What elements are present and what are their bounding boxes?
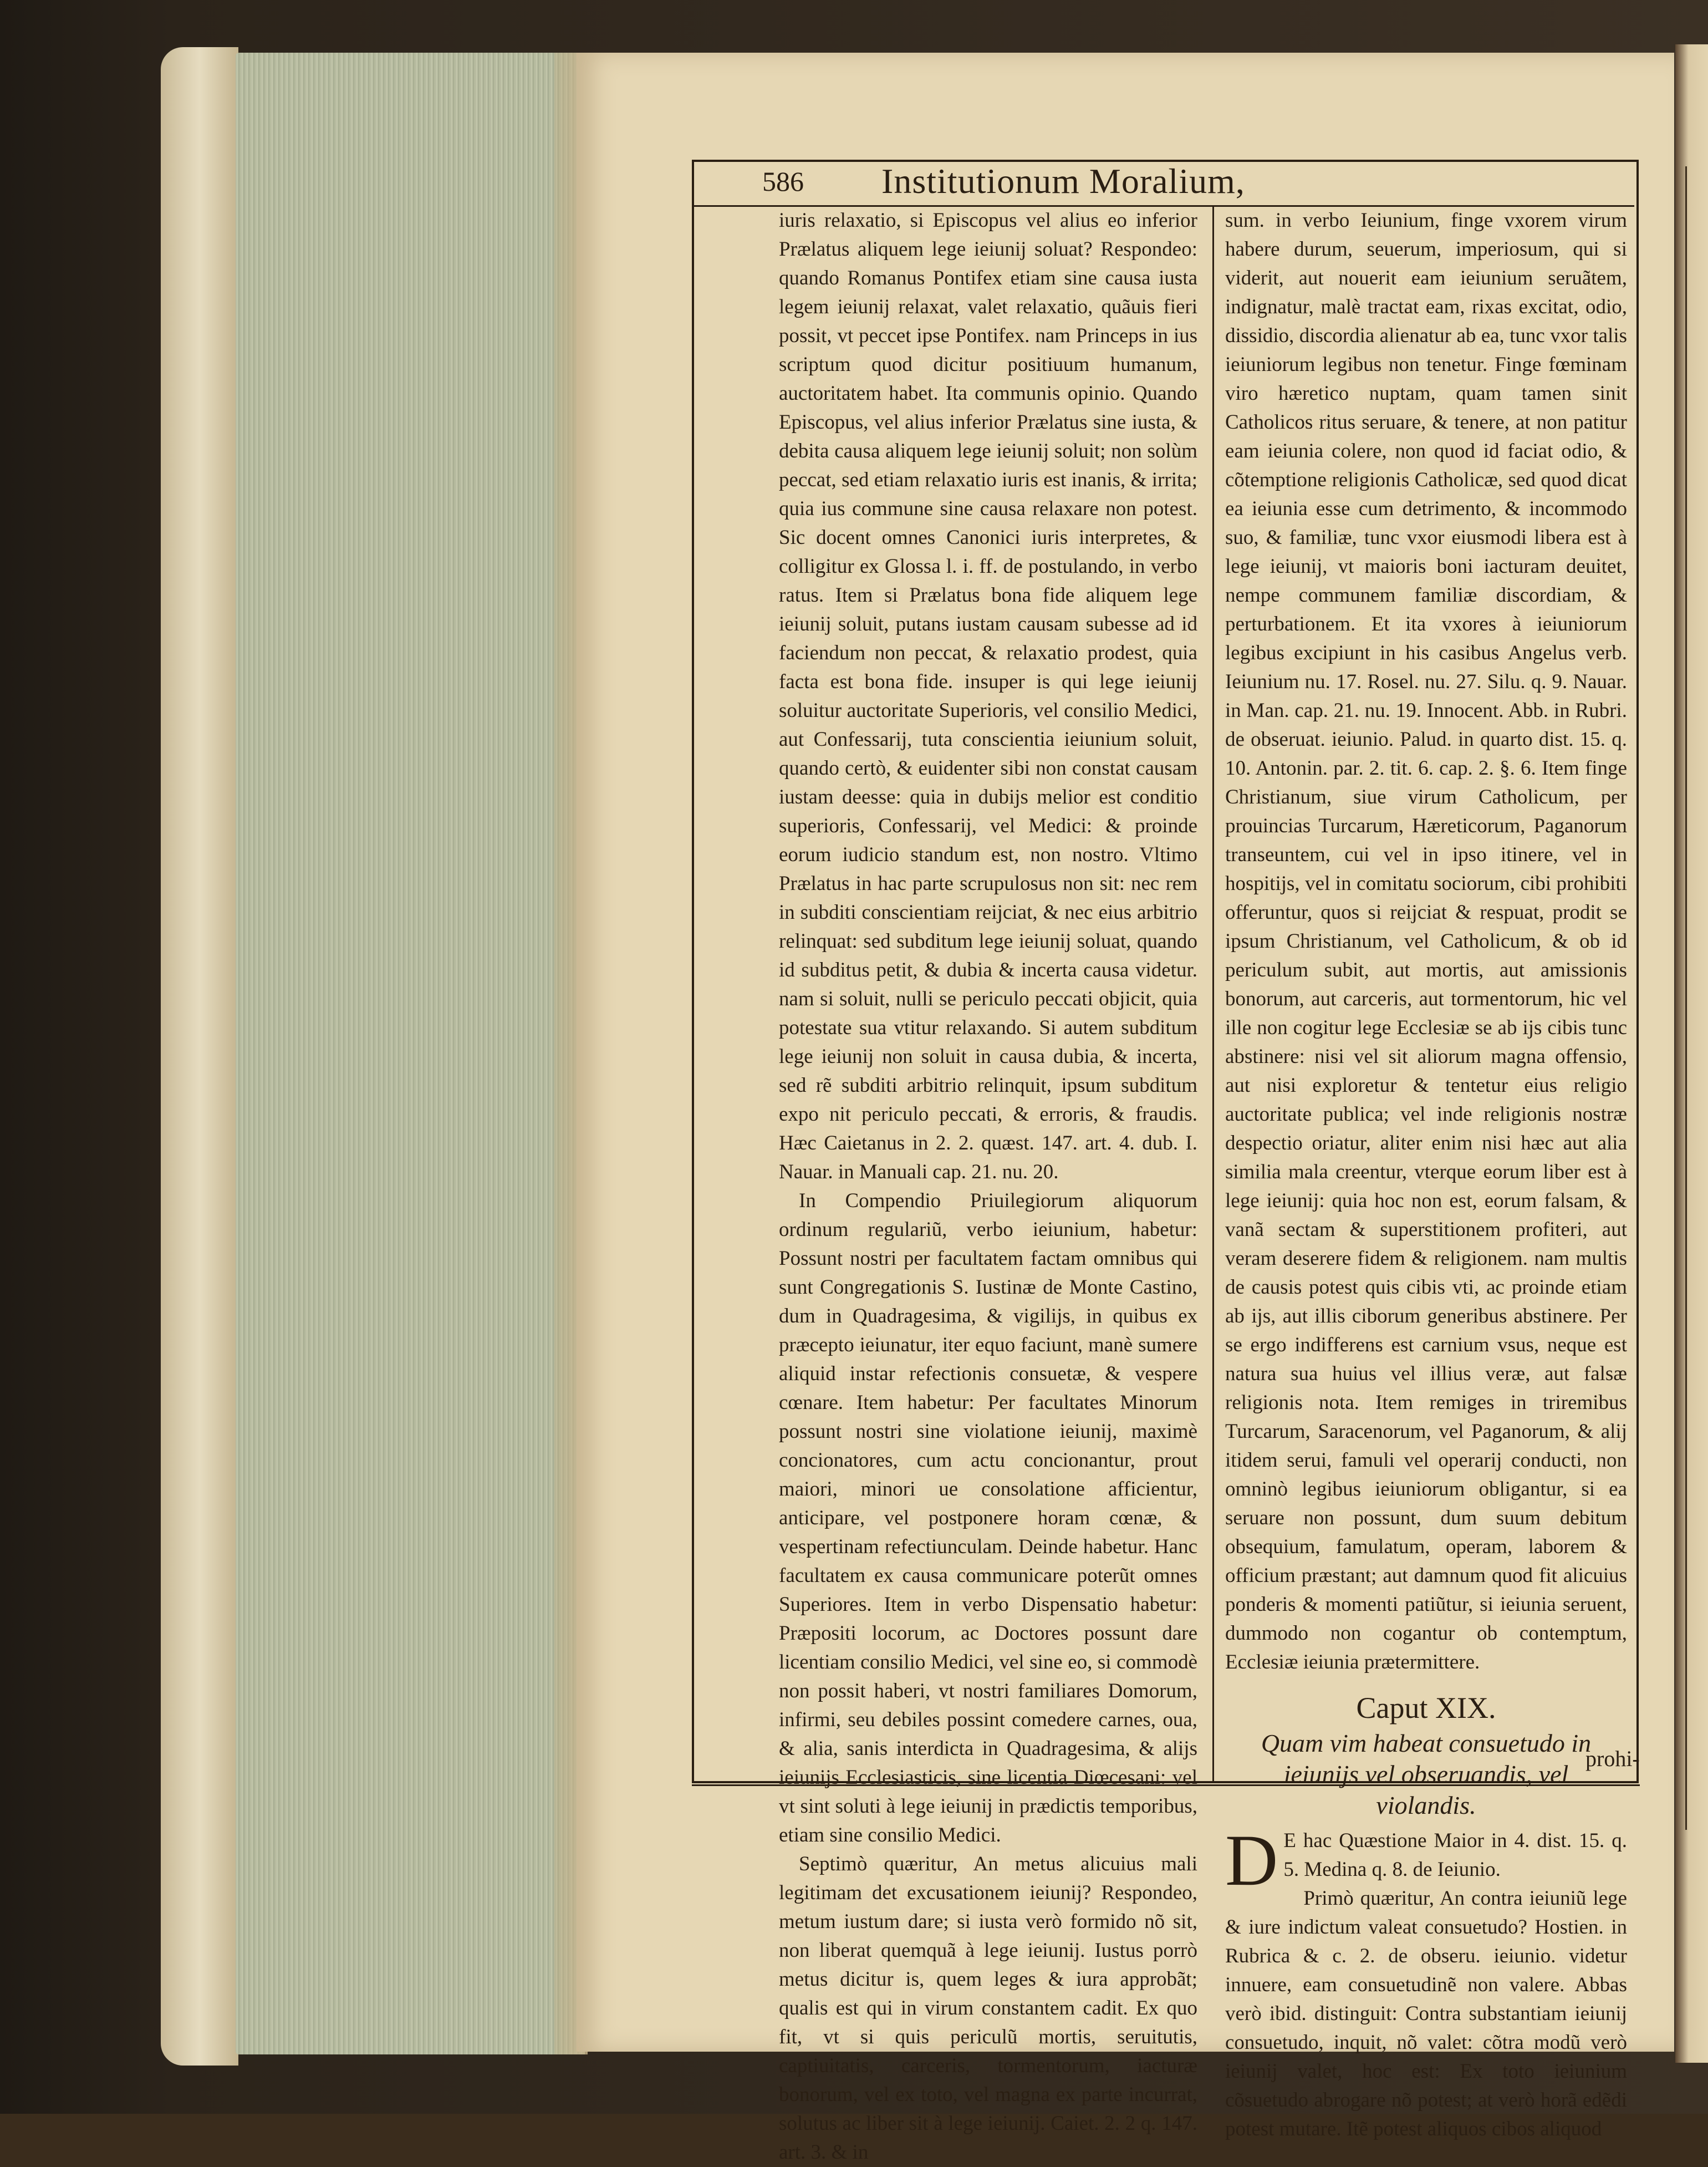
right-column bbox=[1225, 206, 1627, 2144]
page-edges bbox=[236, 53, 585, 2054]
paragraph: iuris relaxatio, si Episcopus vel alius eo inferior Prælatus aliquem lege ieiunij soluat? Respondeo: quando Romanus Pontifex etiam sine causa iusta legem ieiunij relaxat, valet relaxatio, quãuis fieri possit, vt peccet ipse Pontifex. nam Princeps in ius scriptum quod dicitur positiuum humanum, auctoritatem habet. Ita communis opinio. Quando Episcopus, vel alius inferior Prælatus sine iusta, & debita causa aliquem lege ieiunij soluit; non solùm peccat, sed etiam relaxatio iuris est inanis, & irrita; quia ius commune sine causa relaxare non potest. Sic docent omnes Canonici iuris interpretes, & colligitur ex Glossa l. i. ff. de postulando, in verbo ratus. Item si Prælatus bona fide aliquem lege ieiunij soluit, putans iustam causam subesse ad id faciendum non peccat, & relaxatio prodest, quia facta est bona fide. insuper is qui lege ieiunij soluitur auctoritate Superioris, vel consilio Medici, aut Confessarij, tuta conscientia ieiunium soluit, quando certò, & euidenter sibi non constat causam iustam deesse: quia in dubijs melior est conditio superioris, Confessarij, vel Medici: & proinde eorum iudicio standum est, non nostro. Vltimo Prælatus in hac parte scrupulosus non sit: nec rem in subditi conscientiam reijciat, & nec eius arbitrio relinquat: sed subditum lege ieiunij soluat, quando id subditus petit, & dubia & incerta causa videtur. nam si soluit, nulli se periculo peccati objicit, quia potestate sua vtitur relaxando. Si autem subditum lege ieiunij non soluit in causa dubia, & incerta, sed rẽ subditi arbitrio relinquit, ipsum subditum expo nit periculo peccati, & erroris, & fraudis. Hæc Caietanus in 2. 2. quæst. 147. art. 4. dub. I. Nauar. in Manuali cap. 21. nu. 20. bbox=[779, 209, 1197, 1183]
drop-capital: D bbox=[1225, 1819, 1278, 1901]
paragraph: Septimò quæritur, An metus alicuius mali legitimam det excusationem ieiunij? Respondeo, metum iustum dare; si iusta verò formido nõ sit, non liberat quemquã à lege ieiunij. Iustus porrò metus dicitur is, quem leges & iura approbãt; qualis est qui in virum constantem cadit. Ex quo fit, vt si quis periculũ mortis, seruitutis, captiuitatis, carceris, tormentorum, iacturæ bonorum, vel ex toto, vel magna ex parte incurrat, solutus ac liber sit à lege ieiunij. Caiet. 2. 2 q. 147. art. 3. & in bbox=[779, 1853, 1197, 2164]
chapter-subtitle: Quam vim habeat consuetudo in ieiunijs vel obseruandis, vel violandis. bbox=[1261, 1729, 1592, 1819]
book-binding bbox=[161, 47, 238, 2066]
page-number: 586 bbox=[762, 166, 804, 197]
chapter-title: Caput XIX. bbox=[1356, 1691, 1496, 1725]
paragraph: In Compendio Priuilegiorum aliquorum ordinum regulariũ, verbo ieiunium, habetur: Possunt nostri per facultatem factam omnibus qui sunt Congregationis S. Iustinæ de Monte Castino, dum in Quadragesima, & vigilijs, in quibus ex præcepto ieiunatur, iter equo faciunt, manè sumere aliquid instar refectionis consuetæ, & vespere cœnare. Item habetur: Per facultates Minorum possunt nostri sine violatione ieiunij, maximè concionatores, cum actu concionantur, prout maiori, minori ue consolatione afficientur, anticipare, vel postponere horam cœnæ, & vespertinam refectiunculam. Deinde habetur. Hanc facultatem ex causa communicare poterũt omnes Superiores. Item in verbo Dispensatio habetur: Præpositi locorum, ac Doctores possunt dare licentiam consilio Medici, vel sine eo, si commodè non possit haberi, vt nostri familiares Domorum, infirmi, seu debiles possint comedere carnes, oua, & alia, sanis interdicta in Quadragesima, & alijs ieiunijs Ecclesiasticis, sine licentia Diœcesani: vel vt sint soluti à lege ieiunij in prædictis temporibus, etiam sine consilio Medici. bbox=[779, 1189, 1197, 1846]
facing-page-rule bbox=[1685, 166, 1687, 1830]
running-title: Institutionum Moralium, bbox=[881, 161, 1245, 201]
facing-page-edge bbox=[1675, 44, 1708, 2063]
paragraph: Primò quæritur, An contra ieiuniũ lege & iure indictum valeat consuetudo? Hostien. in Rubrica & c. 2. de obseru. ieiunio. videtur innuere, eam consuetudinẽ non valere. Abbas verò ibid. distinguit: Contra substantiam ieiunij consuetudo, inquit, nõ valet: cõtra modũ verò ieiunij valet, hoc est: Ex toto ieiunium cõsuetudo abrogare nõ potest; at verò horã edẽdi potest mutare. Itẽ potest aliquos cibos aliquod bbox=[1225, 1887, 1627, 2140]
chapter-opening-paragraph bbox=[1225, 1819, 1627, 1901]
left-column bbox=[779, 206, 1197, 2167]
column-divider bbox=[1212, 206, 1214, 1781]
chapter-opening-text: E hac Quæstione Maior in 4. dist. 15. q. 5. Medina q. 8. de Ieiunio. bbox=[1283, 1829, 1627, 1881]
catchword: prohi- bbox=[1585, 1746, 1640, 1771]
paragraph: sum. in verbo Ieiunium, finge vxorem virum habere durum, seuerum, imperiosum, qui si viderit, aut nouerit eam ieiunium seruãtem, indignatur, malè tractat eam, rixas excitat, odio, dissidio, discordia alienatur ab ea, tunc vxor talis ieiuniorum legibus non tenetur. Finge fœminam viro hæretico nuptam, quam tamen sinit Catholicos ritus seruare, & tenere, at non patitur eam ieiunia colere, non quod id faciat odio, & cõtemptione religionis Catholicæ, sed quod dicat ea ieiunia esse cum detrimento, & incommodo suo, & familiæ, tunc vxor eiusmodi libera est à lege ieiunij, vt maioris boni iacturam deuitet, nempe communem familiæ discordiam, & perturbationem. Et ita vxores à ieiuniorum legibus excipiunt in his casibus Angelus verb. Ieiunium nu. 17. Rosel. nu. 27. Silu. q. 9. Nauar. in Man. cap. 21. nu. 19. Innocent. Abb. in Rubri. de obseruat. ieiunio. Palud. in quarto dist. 15. q. 10. Antonin. par. 2. tit. 6. cap. 2. §. 6. Item finge Christianum, siue virum Catholicum, per prouincias Turcarum, Hæreticorum, Paganorum transeuntem, cui vel in ipso itinere, vel in hospitijs, vel in comitatu sociorum, cibi prohibiti offeruntur, quos si reijciat & respuat, prodit se ipsum Christianum, vel Catholicum, & ob id periculum subit, aut mortis, aut amissionis bonorum, aut carceris, aut tormentorum, hic vel ille non cogitur lege Ecclesiæ se ab ijs cibis tunc abstinere: nisi vel sit aliorum magna offensio, aut nisi exploretur & tentetur eius religio auctoritate publica; vel inde religionis nostræ despectio oriatur, aliter enim nisi hæc aut alia similia mala creentur, vterque eorum liber est à lege ieiunij: quia hoc non est, eorum falsam, & vanã sectam & superstitionem profiteri, aut veram deserere fidem & religionem. nam multis de causis potest quis cibis vti, ac proinde etiam ab ijs, aut illis ciborum generibus abstinere. Per se ergo indifferens est carnium vsus, neque est natura sua huius vel illius veræ, aut falsæ religionis nota. Item remiges in triremibus Turcarum, Saracenorum, vel Paganorum, & alij itidem serui, famuli vel operarij conducti, non omninò legibus ieiuniorum obligantur, si ea seruare non possunt, dum suum debitum obsequium, famulatum, operam, laborem & officium præstant; aut damnum quod fit alicuius ponderis & momenti patiũtur, si ieiunia seruent, dummodo non cogantur ob contemptum, Ecclesiæ ieiunia prætermittere. bbox=[1225, 209, 1627, 1673]
